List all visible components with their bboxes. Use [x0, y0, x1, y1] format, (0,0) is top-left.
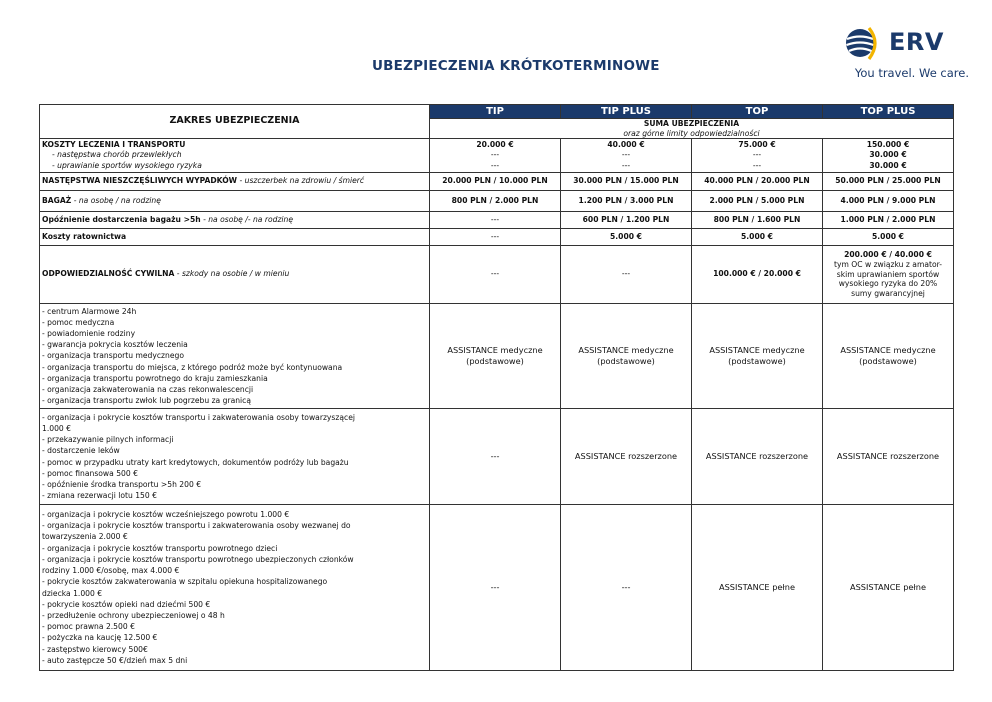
plan-header: TIP: [430, 105, 561, 119]
rescue-costs-label: Koszty ratownictwa: [40, 229, 430, 246]
table-cell: ---: [561, 246, 692, 304]
list-item: - przekazywanie pilnych informacji: [42, 435, 174, 445]
table-row: [40, 173, 954, 191]
list-item: - organizacja transportu medycznego: [42, 351, 184, 361]
row-label: [40, 139, 430, 173]
list-item: - organizacja i pokrycie kosztów transportu i zakwaterowania osoby wezwanej do: [42, 521, 351, 531]
table-cell: 1.200 PLN / 3.000 PLN: [561, 191, 692, 212]
table-cell: ASSISTANCE medyczne (podstawowe): [692, 304, 823, 409]
table-cell: 30.000 PLN / 15.000 PLN: [561, 173, 692, 191]
table-cell: ---: [430, 212, 561, 229]
table-row: [40, 139, 954, 173]
list-item: - organizacja i pokrycie kosztów transportu powrotnego dzieci: [42, 543, 278, 553]
table-row: [40, 191, 954, 212]
assistance-extended-list: [40, 409, 430, 505]
table-cell: 1.000 PLN / 2.000 PLN: [823, 212, 954, 229]
list-item: - organizacja i pokrycie kosztów transportu powrotnego ubezpieczonych członków: [42, 554, 354, 564]
list-item: towarzyszenia 2.000 €: [42, 532, 128, 542]
table-cell: 600 PLN / 1.200 PLN: [561, 212, 692, 229]
list-item: - organizacja i pokrycie kosztów transportu i zakwaterowania osoby towarzyszącej: [42, 412, 355, 422]
cell-value: 30.000 €: [869, 160, 907, 170]
table-cell: 5.000 €: [692, 229, 823, 246]
list-item: - pomoc prawna 2.500 €: [42, 622, 135, 632]
liability-desc: - szkody na osobie / w mieniu: [174, 269, 290, 279]
table-cell: 100.000 € / 20.000 €: [692, 246, 823, 304]
plan-header: TOP PLUS: [823, 105, 954, 119]
table-cell: 4.000 PLN / 9.000 PLN: [823, 191, 954, 212]
baggage-desc: - na osobę / na rodzinę: [71, 195, 161, 205]
table-cell: ---: [430, 409, 561, 505]
plan-header: TIP PLUS: [561, 105, 692, 119]
list-item: - dostarczenie leków: [42, 446, 120, 456]
table-cell: [430, 139, 561, 173]
list-item: 1.000 €: [42, 423, 71, 433]
cell-value: 40.000 €: [607, 139, 645, 149]
logo-slogan: You travel. We care.: [854, 66, 969, 80]
table-row: [40, 304, 954, 409]
cell-value: ---: [490, 150, 500, 160]
cell-value: 75.000 €: [738, 139, 776, 149]
table-cell: ASSISTANCE medyczne (podstawowe): [823, 304, 954, 409]
list-item: - organizacja i pokrycie kosztów wcześniejszego powrotu 1.000 €: [42, 510, 290, 520]
table-cell: ASSISTANCE pełne: [823, 505, 954, 671]
table-cell: [561, 139, 692, 173]
cell-value: ---: [752, 160, 762, 170]
baggage-delay-desc: - na osobę /- na rodzinę: [200, 214, 294, 224]
table-cell: 800 PLN / 1.600 PLN: [692, 212, 823, 229]
table-cell: 5.000 €: [823, 229, 954, 246]
table-row: [40, 212, 954, 229]
list-item: - pożyczka na kaucję 12.500 €: [42, 633, 158, 643]
cell-note: wysokiego ryzyka do 20%: [838, 279, 938, 289]
table-row: [40, 246, 954, 304]
table-cell: 2.000 PLN / 5.000 PLN: [692, 191, 823, 212]
list-item: - pomoc finansowa 500 €: [42, 468, 138, 478]
table-cell: ASSISTANCE rozszerzone: [692, 409, 823, 505]
table-cell: 50.000 PLN / 25.000 PLN: [823, 173, 954, 191]
plan-header: TOP: [692, 105, 823, 119]
cell-value: 20.000 €: [476, 139, 514, 149]
table-cell: [823, 139, 954, 173]
list-item: - opóźnienie środka transportu >5h 200 €: [42, 479, 202, 489]
table-cell: 20.000 PLN / 10.000 PLN: [430, 173, 561, 191]
list-item: - pokrycie kosztów zakwaterowania w szpitalu opiekuna hospitalizowanego: [42, 577, 328, 587]
sum-insured-subtitle: oraz górne limity odpowiedzialności: [430, 129, 954, 139]
insurance-table: [39, 104, 954, 671]
liability-label: ODPOWIEDZIALNOŚĆ CYWILNA: [42, 269, 175, 279]
list-item: - organizacja transportu do miejsca, z którego podróż może być kontynuowana: [42, 362, 343, 372]
list-item: dziecka 1.000 €: [42, 588, 103, 598]
cell-value: 200.000 € / 40.000 €: [844, 250, 932, 259]
list-item: rodziny 1.000 €/osobę, max 4.000 €: [42, 566, 180, 576]
high-risk-sports-label: - uprawianie sportów wysokiego ryzyka: [52, 160, 202, 170]
cell-note: sumy gwarancyjnej: [851, 289, 925, 299]
table-cell: ASSISTANCE rozszerzone: [561, 409, 692, 505]
table-cell: ASSISTANCE medyczne (podstawowe): [430, 304, 561, 409]
list-item: - auto zastępcze 50 €/dzień max 5 dni: [42, 655, 188, 665]
list-item: - powiadomienie rodziny: [42, 328, 136, 338]
erv-logo: [843, 23, 973, 85]
table-row: [40, 505, 954, 671]
cell-value: 30.000 €: [869, 150, 907, 160]
list-item: - pokrycie kosztów opieki nad dziećmi 500 €: [42, 599, 211, 609]
medical-costs-label: KOSZTY LECZENIA I TRANSPORTU: [42, 139, 186, 149]
page-title: UBEZPIECZENIA KRÓTKOTERMINOWE: [372, 58, 660, 74]
table-cell: ---: [430, 246, 561, 304]
table-row: [40, 229, 954, 246]
scope-header: ZAKRES UBEZPIECZENIA: [40, 105, 430, 139]
cell-value: ---: [621, 160, 631, 170]
assistance-full-list: [40, 505, 430, 671]
table-cell: ASSISTANCE pełne: [692, 505, 823, 671]
list-item: - centrum Alarmowe 24h: [42, 306, 137, 316]
cell-note: tym OC w związku z amator-: [833, 259, 943, 269]
table-cell: [692, 139, 823, 173]
list-item: - pomoc medyczna: [42, 317, 115, 327]
cell-note: skim uprawianiem sportów: [836, 269, 940, 279]
cell-value: 150.000 €: [866, 139, 910, 149]
erv-globe-icon: [843, 25, 879, 61]
table-cell: [823, 246, 954, 304]
cell-value: ---: [490, 160, 500, 170]
row-label: [40, 191, 430, 212]
table-cell: 5.000 €: [561, 229, 692, 246]
list-item: - organizacja transportu powrotnego do kraju zamieszkania: [42, 373, 268, 383]
table-cell: 40.000 PLN / 20.000 PLN: [692, 173, 823, 191]
list-item: - przedłużenie ochrony ubezpieczeniowej o 48 h: [42, 610, 225, 620]
table-cell: ASSISTANCE rozszerzone: [823, 409, 954, 505]
list-item: - zmiana rezerwacji lotu 150 €: [42, 491, 157, 501]
row-label: [40, 212, 430, 229]
table-row: [40, 409, 954, 505]
list-item: - organizacja transportu zwłok lub pogrzebu za granicą: [42, 396, 251, 406]
table-cell: ---: [430, 505, 561, 671]
assistance-basic-list: [40, 304, 430, 409]
table-cell: 800 PLN / 2.000 PLN: [430, 191, 561, 212]
chronic-diseases-label: - następstwa chorób przewlekłych: [52, 150, 182, 160]
table-cell: ---: [561, 505, 692, 671]
list-item: - zastępstwo kierowcy 500€: [42, 644, 148, 654]
table-cell: ---: [430, 229, 561, 246]
accident-desc: - uszczerbek na zdrowiu / śmierć: [237, 176, 365, 186]
table-cell: ASSISTANCE medyczne (podstawowe): [561, 304, 692, 409]
cell-value: ---: [752, 150, 762, 160]
accident-label: NASTĘPSTWA NIESZCZĘŚLIWYCH WYPADKÓW: [42, 176, 238, 186]
row-label: [40, 173, 430, 191]
row-label: [40, 246, 430, 304]
list-item: - organizacja zakwaterowania na czas rekonwalescencji: [42, 385, 254, 394]
list-item: - gwarancja pokrycia kosztów leczenia: [42, 340, 188, 350]
baggage-label: BAGAŻ: [42, 195, 72, 205]
cell-value: ---: [621, 150, 631, 160]
sum-insured-title: SUMA UBEZPIECZENIA: [430, 119, 954, 129]
list-item: - pomoc w przypadku utraty kart kredytowych, dokumentów podróży lub bagażu: [42, 457, 349, 467]
logo-text: ERV: [889, 28, 944, 56]
baggage-delay-label: Opóźnienie dostarczenia bagażu >5h: [42, 214, 201, 224]
